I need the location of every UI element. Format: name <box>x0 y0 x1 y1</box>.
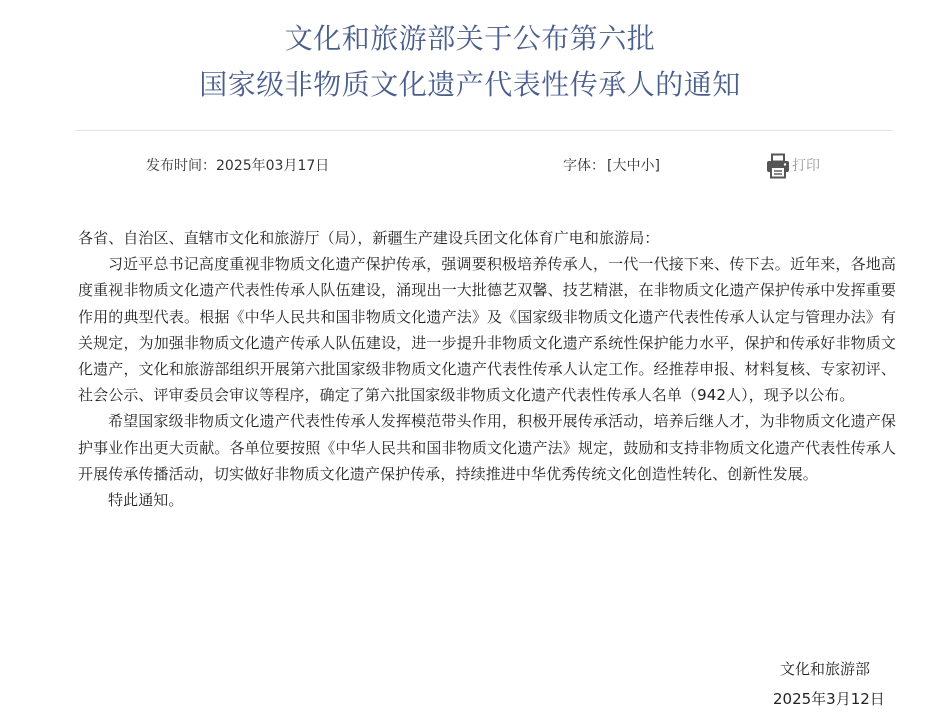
article-body <box>78 225 896 513</box>
publish-info <box>146 156 329 176</box>
body-paragraph-1: 习近平总书记高度重视非物质文化遗产保护传承，强调要积极培养传承人，一代一代接下来、传下去。近年来，各地高度重视非物质文化遗产代表性传承人队伍建设，涌现出一大批德艺双馨、技艺精湛，在非物质文化遗产保护传承中发挥重要作用的典型代表。根据《中华人民共和国非物质文化遗产法》及《国家级非物质文化遗产代表性传承人认定与管理办法》有关规定，为加强非物质文化遗产传承人队伍建设，进一步提升非物质文化遗产系统性保护能力水平，保护和传承好非物质文化遗产，文化和旅游部组织开展第六批国家级非物质文化遗产代表性传承人认定工作。经推荐申报、材料复核、专家初评、社会公示、评审委员会审议等程序，确定了第六批国家级非物质文化遗产代表性传承人名单（942人），现予以公布。 <box>78 255 896 405</box>
font-size-label: 字体： <box>563 158 605 174</box>
closing-line: 特此通知。 <box>108 491 184 510</box>
article-title-line-2: 国家级非物质文化遗产代表性传承人的通知 <box>199 68 741 101</box>
font-size-bracket-open: [ <box>607 158 613 174</box>
font-size-large-option[interactable]: 大 <box>612 158 627 174</box>
print-button[interactable] <box>766 152 820 180</box>
print-label: 打印 <box>792 158 820 174</box>
title-divider <box>76 130 892 131</box>
salutation: 各省、自治区、直辖市文化和旅游厅（局），新疆生产建设兵团文化体育广电和旅游局： <box>78 229 660 247</box>
font-size-control <box>563 156 660 176</box>
publish-label: 发布时间： <box>146 158 216 174</box>
article-title-line-1: 文化和旅游部关于公布第六批 <box>284 22 656 55</box>
font-size-small-option[interactable]: 小 <box>640 158 655 174</box>
publish-date: 2025年03月17日 <box>216 158 330 174</box>
font-size-bracket-close: ] <box>654 158 660 174</box>
signature-date: 2025年3月12日 <box>773 690 885 708</box>
signature-organization: 文化和旅游部 <box>780 660 871 678</box>
font-size-medium-option[interactable]: 中 <box>626 158 641 174</box>
printer-icon <box>766 153 790 179</box>
body-paragraph-2: 希望国家级非物质文化遗产代表性传承人发挥模范带头作用，积极开展传承活动，培养后继人才，为非物质文化遗产保护事业作出更大贡献。各单位要按照《中华人民共和国非物质文化遗产法》规定，鼓励和支持非物质文化遗产代表性传承人开展传承传播活动，切实做好非物质文化遗产保护传承，持续推进中华优秀传统文化创造性转化、创新性发展。 <box>78 412 896 483</box>
